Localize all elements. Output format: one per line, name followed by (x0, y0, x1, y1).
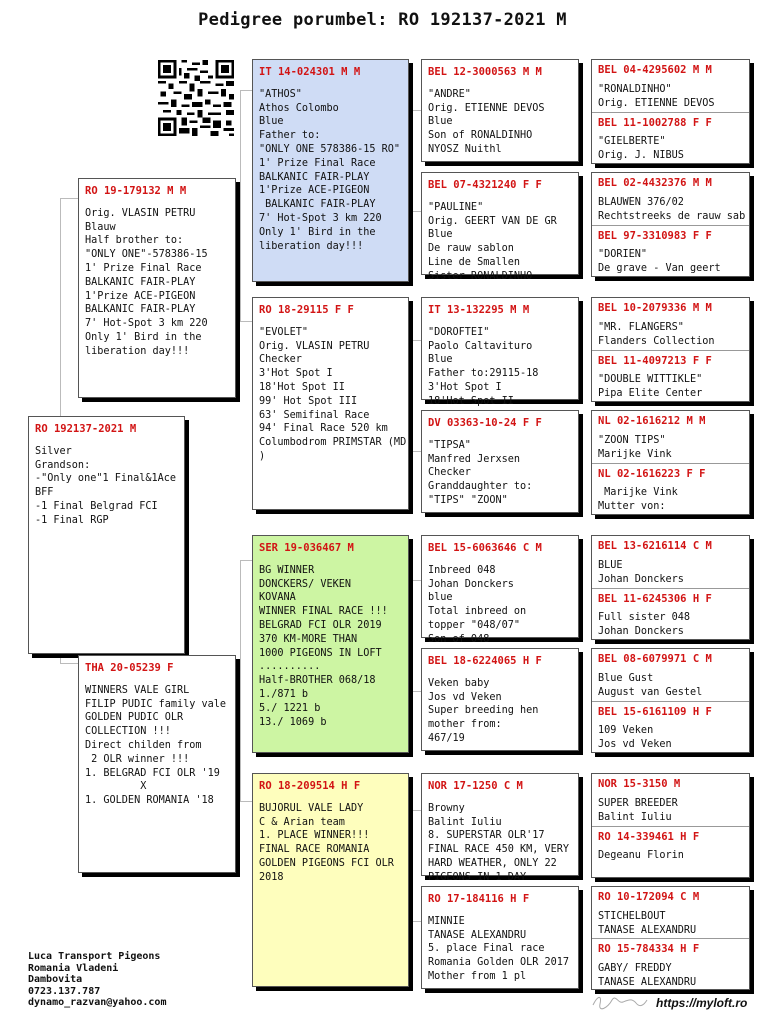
card-text: BLAUWEN 376/02 (598, 196, 684, 208)
father-card (78, 178, 236, 398)
ring-number: BEL 02-4432376 M M (598, 177, 712, 189)
card-text: Mother from 1 pl (428, 970, 527, 982)
card-text: BUJORUL VALE LADY (259, 802, 364, 814)
card-text: De grave - Van geert (598, 263, 721, 275)
ring-number: RO 192137-2021 M (35, 423, 137, 435)
mf-card (252, 535, 409, 753)
card-text: Flanders Collection (598, 335, 715, 347)
card-text: 63' Semifinal Race (259, 409, 370, 421)
ring-number: NL 02-1616212 M M (598, 415, 706, 427)
ring-number: THA 20-05239 F (85, 662, 174, 674)
card-text: STICHELBOUT (598, 910, 666, 922)
card-text: 2018 (259, 871, 284, 883)
card-text: NYOSZ Nuithl (428, 143, 502, 155)
card-text: 370 KM-MORE THAN (259, 633, 358, 645)
card-text: Silver (35, 445, 72, 457)
card-text: 1./871 b (259, 688, 309, 700)
card-text: Father to: (259, 130, 321, 142)
card-text: SUPER BREEDER (598, 797, 678, 809)
card-text: BFF (35, 487, 54, 499)
card-text: "EVOLET" (259, 326, 309, 338)
card-text: FILIP PUDIC family vale (85, 698, 227, 710)
card-text: GOLDEN PIGEONS FCI OLR (259, 857, 394, 869)
card-text: Orig. ETIENNE DEVOS (598, 97, 715, 109)
card-text: Direct childen from (85, 739, 202, 751)
ring-number: NOR 15-3150 M (598, 778, 681, 790)
card-text: Browny (428, 802, 465, 814)
card-text: 13./ 1069 b (259, 716, 327, 728)
card-text: Veken baby (428, 677, 490, 689)
qr-code-icon (158, 60, 234, 136)
card-text: topper "048/07" (428, 619, 521, 631)
ring-number: BEL 11-6245306 H F (598, 592, 712, 605)
gen3-card (421, 648, 579, 751)
card-text: X (85, 781, 147, 793)
card-text: 8. SUPERSTAR OLR'17 (428, 830, 545, 842)
card-text: Orig. J. NIBUS (598, 150, 684, 162)
ring-number: RO 10-172094 C M (598, 891, 700, 903)
gen4-pair (591, 535, 750, 640)
gen3-card (421, 59, 579, 162)
ring-number: RO 18-29115 F F (259, 304, 354, 316)
card-text: 1. PLACE WINNER!!! (259, 830, 370, 842)
card-text: Marijke Vink (598, 487, 678, 499)
card-text: BELGRAD FCI OLR 2019 (259, 619, 382, 631)
card-text: "ONLY ONE 578386-15 RO" (259, 143, 401, 155)
card-text: Blue (428, 354, 453, 366)
card-text: COLLECTION !!! (85, 726, 171, 738)
ring-number: BEL 12-3000563 M M (428, 66, 542, 78)
card-text: "DORIEN" (598, 249, 648, 261)
card-text: 1'Prize ACE-PIGEON (259, 185, 370, 197)
card-text: TANASE ALEXANDRU (598, 976, 697, 988)
ring-number: RO 15-784334 H F (598, 943, 700, 955)
card-text: 3'Hot Spot I (259, 368, 333, 380)
card-text: Only 1' Bird in the (85, 331, 202, 343)
card-text: Blauw (85, 221, 116, 233)
card-text: Total inbreed on (428, 606, 527, 618)
card-text: 18'Hot Spot II (259, 381, 345, 393)
card-text: 5. place Final race (428, 943, 545, 955)
card-text: -1 Final Belgrad FCI (35, 500, 158, 512)
card-text: GABY/ FREDDY (598, 962, 672, 974)
card-text: 1' Prize Final Race (85, 262, 202, 274)
card-text: .......... (259, 661, 321, 673)
card-text: -1 Final RGP (35, 514, 109, 526)
card-text: Jos vd Veken (598, 739, 672, 751)
ring-number: BEL 04-4295602 M M (598, 64, 712, 76)
card-text: Line de Smallen (428, 256, 521, 268)
contact-line: Dambovita (28, 974, 83, 985)
contact-line: 0723.137.787 (28, 985, 101, 997)
gen3-card (421, 535, 579, 645)
ring-number: BEL 97-3310983 F F (598, 229, 712, 242)
ring-number: BEL 11-1002788 F F (598, 116, 712, 129)
mother-card (78, 655, 236, 873)
card-text: "TIPS" "ZOON" (428, 494, 508, 506)
card-text: "ATHOS" (259, 88, 302, 100)
ring-number: RO 14-339461 H F (598, 830, 700, 843)
gen4-pair (591, 297, 750, 402)
card-text: 99' Hot Spot III (259, 395, 358, 407)
ring-number: DV 03363-10-24 F F (428, 417, 542, 429)
card-text: PIGEONS IN 1 DAY (428, 871, 527, 883)
gen3-card (421, 297, 579, 407)
gen3-card (421, 886, 579, 989)
card-text: Pipa Elite Center (598, 388, 703, 400)
card-text: KOVANA (259, 592, 296, 604)
card-text: Son of RONALDINHO (428, 130, 533, 142)
subject-card (28, 416, 185, 654)
gen3-card (421, 172, 579, 282)
card-text: TANASE ALEXANDRU (428, 929, 527, 941)
card-text: blue (428, 592, 453, 604)
card-text: Marijke Vink (598, 448, 672, 460)
card-text: 1. BELGRAD FCI OLR '19 (85, 767, 220, 779)
card-text: mother from: (428, 719, 502, 731)
card-text: Super breeding hen (428, 705, 539, 717)
ff-card (252, 59, 409, 282)
card-text: 1. GOLDEN ROMANIA '18 (85, 795, 214, 807)
card-text: "ANDRE" (428, 88, 471, 100)
card-text: 467/19 (428, 732, 465, 744)
card-text: 2 OLR winner !!! (85, 753, 190, 765)
card-text: Orig. VLASIN PETRU (259, 340, 370, 352)
gen4-pair (591, 172, 750, 277)
ring-number: BEL 18-6224065 H F (428, 655, 542, 667)
card-text: Manfred Jerxsen (428, 453, 521, 465)
card-text: C & Arian team (259, 816, 345, 828)
ring-number: NOR 17-1250 C M (428, 780, 523, 792)
card-text: Romania Golden OLR 2017 (428, 957, 570, 969)
card-text: 109 Veken (598, 725, 654, 737)
card-text: "RONALDINHO" (598, 83, 672, 95)
gen3-card (421, 773, 579, 883)
signature-icon (590, 990, 650, 1012)
card-text: Orig. VLASIN PETRU (85, 207, 196, 219)
card-text: Granddaughter to: (428, 481, 533, 493)
ring-number: BEL 07-4321240 F F (428, 179, 542, 191)
card-text: BG WINNER (259, 564, 315, 576)
card-text: BLUE (598, 559, 623, 571)
card-text: Balint Iuliu (598, 811, 672, 823)
card-text: Johan Donckers (598, 573, 684, 585)
card-text: Sister RONALDINHO (428, 270, 533, 282)
card-text: "MR. FLANGERS" (598, 321, 684, 333)
card-text: Columbodrom PRIMSTAR (MD (259, 437, 407, 449)
card-text: Jos vd Veken (428, 691, 502, 703)
website-link[interactable]: https://myloft.ro (656, 996, 748, 1010)
card-text: Blue Gust (598, 672, 654, 684)
card-text: Degeanu Florin (598, 850, 684, 862)
card-text: Johan Donckers (598, 626, 684, 638)
gen4-pair (591, 59, 750, 164)
card-text: BALKANIC FAIR-PLAY (85, 304, 196, 316)
card-text: Mutter von: (598, 501, 666, 513)
card-text: Half brother to: (85, 235, 184, 247)
card-text: 5./ 1221 b (259, 702, 321, 714)
mm-card (252, 773, 409, 987)
card-text: BALKANIC FAIR-PLAY (259, 199, 376, 211)
card-text: HARD WEATHER, ONLY 22 (428, 857, 557, 869)
card-text: Full sister 048 (598, 612, 691, 624)
gen4-pair (591, 648, 750, 753)
card-text: WINNERS VALE GIRL (85, 684, 190, 696)
card-text: 7' Hot-Spot 3 km 220 (85, 318, 208, 330)
contact-block (28, 951, 166, 1009)
card-text: ) (259, 450, 266, 462)
card-text: "DOUBLE WITTIKLE" (598, 374, 703, 386)
gen4-pair (591, 410, 750, 515)
card-text: "DOROFTEI" (428, 326, 490, 338)
card-text: 3'Hot Spot I (428, 381, 502, 393)
card-text: "ONLY ONE"-578386-15 (85, 249, 208, 261)
card-text: "PAULINE" (428, 201, 484, 213)
ring-number: BEL 15-6161109 H F (598, 705, 712, 718)
card-text: Orig. ETIENNE DEVOS (428, 102, 545, 114)
card-text: Johan Donckers (428, 578, 514, 590)
card-text: Blue (259, 116, 284, 128)
card-text: FINAL RACE 450 KM, VERY (428, 844, 570, 856)
gen3-card (421, 410, 579, 513)
card-text: 18'Hot Spot II (428, 395, 514, 407)
card-text: Inbreed 048 (428, 564, 496, 576)
contact-email: dynamo_razvan@yahoo.com (28, 997, 167, 1008)
card-text: De rauw sablon (428, 243, 514, 255)
card-text: Checker (428, 467, 471, 479)
card-text: Rechtstreeks de rauw sab (598, 210, 746, 222)
page-title: Pedigree porumbel: RO 192137-2021 M (198, 10, 567, 30)
card-text: Half-BROTHER 068/18 (259, 675, 376, 687)
card-text: BALKANIC FAIR-PLAY (85, 276, 196, 288)
card-text: 1000 PIGEONS IN LOFT (259, 647, 382, 659)
ring-number: RO 17-184116 H F (428, 893, 530, 905)
card-text: Son of 048 (428, 633, 490, 645)
ring-number: RO 19-179132 M M (85, 185, 187, 197)
card-text: -"Only one"1 Final&1Ace (35, 473, 177, 485)
ring-number: NL 02-1616223 F F (598, 467, 706, 480)
card-text: Orig. GEERT VAN DE GR (428, 215, 557, 227)
card-text: Father to:29115-18 (428, 368, 539, 380)
card-text: GOLDEN PUDIC OLR (85, 712, 184, 724)
card-text: TANASE ALEXANDRU (598, 924, 697, 936)
card-text: "GIELBERTE" (598, 136, 666, 148)
card-text: Checker (259, 354, 302, 366)
card-text: 94' Final Race 520 km (259, 423, 388, 435)
card-text: liberation day!!! (259, 240, 364, 252)
card-text: Grandson: (35, 459, 91, 471)
card-text: Balint Iuliu (428, 816, 502, 828)
card-text: "ZOON TIPS" (598, 434, 666, 446)
card-text: WINNER FINAL RACE !!! (259, 606, 388, 618)
ring-number: BEL 15-6063646 C M (428, 542, 542, 554)
card-text: Paolo Caltavituro (428, 340, 533, 352)
card-text: Only 1' Bird in the (259, 226, 376, 238)
card-text: "TIPSA" (428, 439, 471, 451)
card-text: BALKANIC FAIR-PLAY (259, 171, 370, 183)
ring-number: IT 14-024301 M M (259, 66, 361, 78)
card-text: 7' Hot-Spot 3 km 220 (259, 212, 382, 224)
card-text: liberation day!!! (85, 345, 190, 357)
ring-number: RO 18-209514 H F (259, 780, 361, 792)
card-text: 1'Prize ACE-PIGEON (85, 290, 196, 302)
card-text: August van Gestel (598, 686, 703, 698)
ring-number: BEL 11-4097213 F F (598, 354, 712, 367)
ring-number: IT 13-132295 M M (428, 304, 530, 316)
card-text: FINAL RACE ROMANIA (259, 844, 370, 856)
ring-number: SER 19-036467 M (259, 542, 354, 554)
gen4-pair (591, 886, 750, 990)
card-text: Blue (428, 229, 453, 241)
card-text: MINNIE (428, 915, 465, 927)
contact-line: Luca Transport Pigeons (28, 951, 161, 962)
card-text: DONCKERS/ VEKEN (259, 578, 352, 590)
ring-number: BEL 13-6216114 C M (598, 540, 712, 552)
card-text: 1' Prize Final Race (259, 157, 376, 169)
ring-number: BEL 10-2079336 M M (598, 302, 712, 314)
card-text: Blue (428, 116, 453, 128)
gen4-pair (591, 773, 750, 878)
fm-card (252, 297, 409, 510)
ring-number: BEL 08-6079971 C M (598, 653, 712, 665)
contact-line: Romania Vladeni (28, 962, 119, 974)
card-text: Athos Colombo (259, 102, 339, 114)
